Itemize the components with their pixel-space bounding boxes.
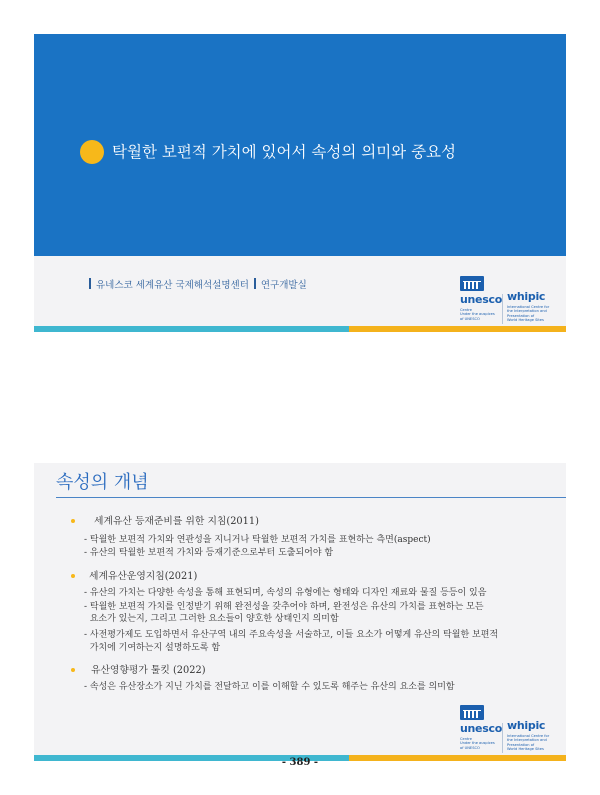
section-heading: 세계유산 등재준비를 위한 지침(2011): [94, 516, 259, 527]
unesco-wordmark: unesco: [460, 722, 502, 735]
unesco-temple-icon: [460, 705, 484, 720]
section-line: - 속성은 유산장소가 지닌 가치를 전달하고 이를 이해할 수 있도록 해주는 유산의 요소를 의미함: [84, 682, 455, 692]
slide-heading: 속성의 개념: [56, 472, 149, 493]
whipic-caption: International Centre for the Interpretation and Presentation of World Heritage Sites: [507, 305, 550, 323]
section-line: - 탁월한 보편적 가치를 인정받기 위해 완전성을 갖추어야 하며, 완전성은 유산의 가치를 표현하는 모든: [84, 602, 484, 612]
bullet-icon: [71, 519, 75, 523]
section-line: 가치에 기여하는지 설명하도록 함: [84, 643, 221, 653]
slide-title-text: 탁월한 보편적 가치에 있어서 속성의 의미와 중요성: [112, 143, 456, 161]
dept-name: 연구개발실: [260, 280, 307, 291]
section-line: - 사전평가제도 도입하면서 유산구역 내의 주요속성을 서술하고, 이들 요소가 어떻게 유산의 탁월한 보편적: [84, 630, 499, 640]
bullet-icon: [71, 668, 75, 672]
unesco-temple-icon: [460, 276, 484, 291]
yellow-dot-icon: [80, 140, 104, 164]
org-line: [84, 277, 307, 291]
divider-bar: [89, 278, 91, 289]
bullet-icon: [71, 574, 75, 578]
section-heading: 세계유산운영지침(2021): [89, 571, 198, 582]
slide-title: [34, 34, 566, 332]
whipic-wordmark: whipic: [507, 290, 546, 303]
page-number: - 389 -: [281, 757, 319, 768]
logo-divider: [502, 294, 503, 324]
section-heading: 유산영향평가 툴킷 (2022): [91, 665, 206, 676]
logo-group: [460, 703, 564, 761]
org-name: 유네스코 세계유산 국제해석설명센터: [96, 280, 249, 291]
section-line: - 탁월한 보편적 가치와 연관성을 지니거나 탁월한 보편적 가치를 표현하는 측면(aspect): [84, 535, 431, 545]
title-banner: [34, 34, 566, 256]
color-stripe: [34, 326, 566, 332]
unesco-caption: Centre Under the auspices of UNESCO: [460, 308, 495, 321]
logo-group: [460, 274, 564, 332]
divider-bar: [254, 278, 256, 289]
logo-divider: [502, 723, 503, 753]
whipic-wordmark: whipic: [507, 719, 546, 732]
slide-concept: [34, 463, 566, 761]
whipic-caption: International Centre for the Interpretation and Presentation of World Heritage Sites: [507, 734, 550, 752]
section-line: 요소가 있는지, 그리고 그러한 요소들이 양호한 상태인지 의미함: [84, 614, 339, 624]
unesco-wordmark: unesco: [460, 293, 502, 306]
section-line: - 유산의 가치는 다양한 속성을 통해 표현되며, 속성의 유형에는 형태와 디자인 재료와 물질 등등이 있음: [84, 588, 487, 598]
section-line: - 유산의 탁월한 보편적 가치와 등재기준으로부터 도출되어야 함: [84, 548, 334, 558]
unesco-caption: Centre Under the auspices of UNESCO: [460, 737, 495, 750]
